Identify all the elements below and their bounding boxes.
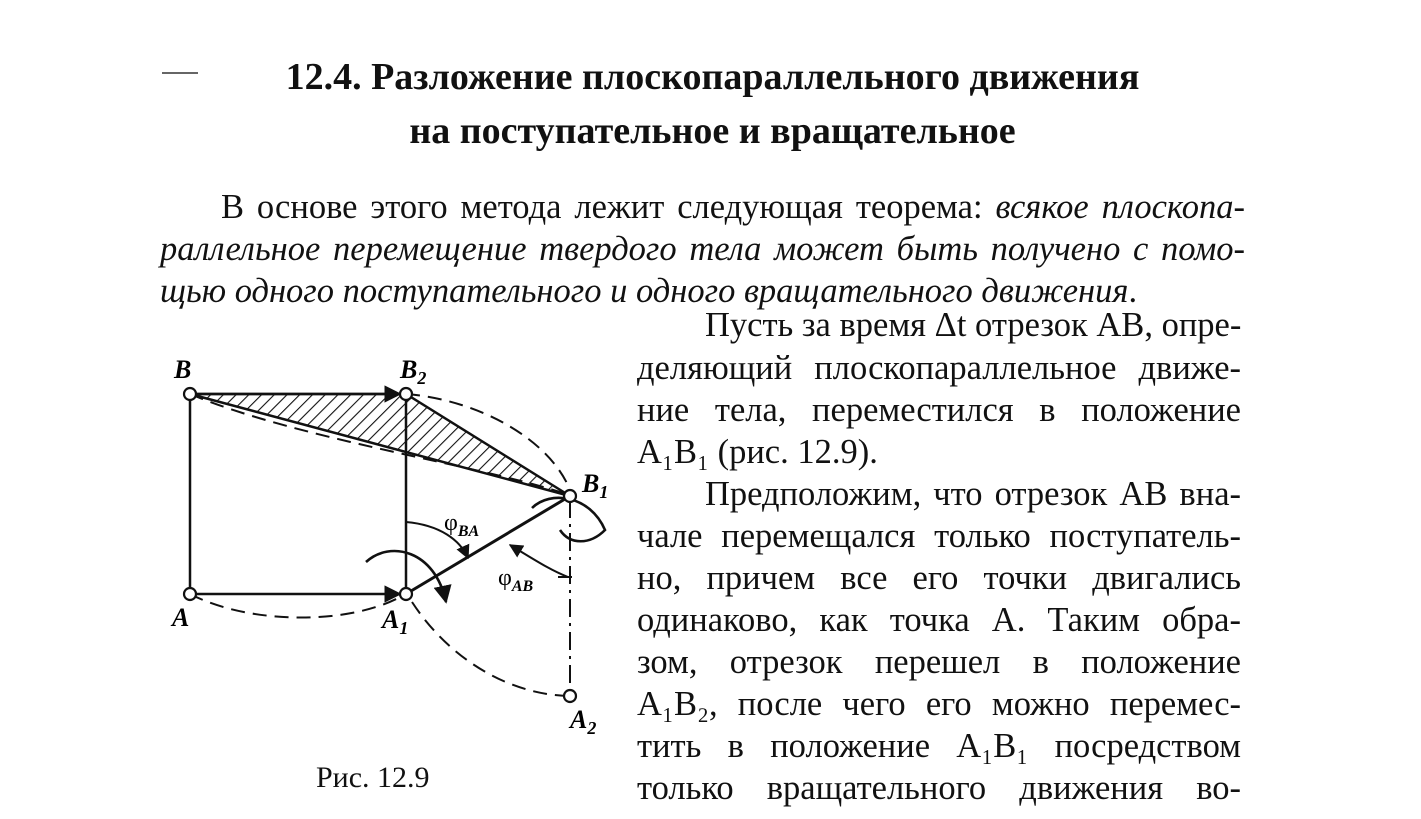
section-title-line-2: на поступательное и вращательное	[409, 110, 1016, 152]
rotation-arrow-B1	[532, 498, 605, 541]
body-line-5: Предположим, что отрезок AB вна-	[705, 475, 1241, 513]
body-line-6: чале перемещался только поступатель-	[637, 517, 1241, 555]
point-A1	[400, 588, 412, 600]
label-A2: $A_2$	[570, 705, 597, 738]
point-A2	[564, 690, 576, 702]
hatched-triangle	[190, 394, 570, 496]
intro-line-2	[160, 228, 1245, 271]
point-B1	[564, 490, 576, 502]
body-line-9: зом, отрезок перешел в положение	[637, 643, 1241, 681]
intro-line-1-italic: всякое плоскопа-	[995, 188, 1245, 226]
label-phi-BA: $\varphi_{BA}$	[444, 510, 480, 540]
label-B2: $B_2$	[400, 355, 427, 388]
label-phi-AB: $\varphi_{AB}$	[498, 565, 534, 595]
intro-line-3-italic: щью одного поступательного и одного вращательного движения	[160, 272, 1129, 310]
point-A	[184, 588, 196, 600]
body-line-3: ние тела, переместился в положение	[637, 391, 1241, 429]
section-title-line-1: 12.4. Разложение плоскопараллельного движения	[285, 56, 1140, 98]
label-B1: $B_1$	[582, 469, 609, 502]
point-B2	[400, 388, 412, 400]
label-A1: $A_1$	[382, 605, 409, 638]
trajectory-A-A1	[190, 594, 402, 618]
body-line-1: Пусть за время Δt отрезок AB, опре-	[705, 306, 1242, 344]
body-line-4: A₁B₁ (рис. 12.9).	[637, 433, 878, 471]
intro-line-1	[221, 186, 1245, 229]
body-line-12: только вращательного движения во-	[637, 769, 1241, 807]
figure-12-9	[150, 340, 630, 750]
body-line-8: одинаково, как точка A. Таким обра-	[637, 601, 1241, 639]
intro-line-3-end: .	[1128, 272, 1138, 310]
body-line-7: но, причем все его точки двигались	[637, 559, 1241, 597]
body-line-2: деляющий плоскопараллельное движе-	[637, 349, 1241, 387]
intro-line-2-italic: раллельное перемещение твердого тела может быть получено с помо-	[160, 230, 1245, 268]
body-line-10: A₁B₂, после чего его можно перемес-	[637, 685, 1241, 723]
point-B	[184, 388, 196, 400]
figure-caption: Рис. 12.9	[316, 761, 430, 794]
segment-A1B1	[406, 496, 570, 594]
arc-A1-A2	[412, 602, 570, 696]
intro-line-1-plain: В основе этого метода лежит следующая теорема:	[221, 188, 996, 226]
label-A: A	[172, 603, 190, 632]
label-B: B	[174, 355, 192, 384]
body-line-11: тить в положение A₁B₁ посредством	[637, 727, 1241, 765]
angle-arc-phi-AB	[510, 545, 568, 577]
